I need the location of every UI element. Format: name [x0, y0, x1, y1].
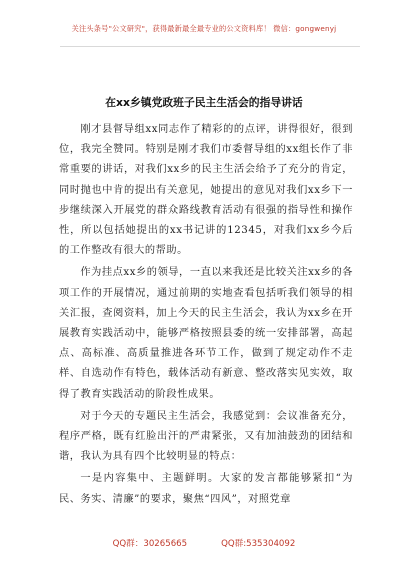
qq-group-right: QQ群:535304092 — [221, 539, 296, 549]
paragraph: 对于今天的专题民主生活会，我感觉到：会议准备充分，程序严格，既有红脸出汗的严肃紧张，又有加油鼓劲的团结和谐，我认为具有四个比较明显的特点： — [59, 410, 353, 463]
header-divider — [60, 46, 360, 47]
top-notice: 关注头条号"公文研究"，获得最新最全最专业的公文资料库！ 微信：gongwenyj — [71, 24, 337, 33]
footer — [0, 537, 408, 549]
paragraph: 刚才县督导组xx同志作了精彩的的点评，讲得很好，很到位，我完全赞同。特别是刚才我们市委督导组的xx组长作了非常重要的讲话，对我们xx乡的民主生活会给予了充分的肯定，同时抛也中肯的提出有关意见，她提出的意见对我们xx乡下一步继续深入开展党的群众路线教育活动有很强的指导性和操作性，所以包括她提出的xx书记讲的12345，对我们xx乡今后的工作整改有很大的帮助。 — [59, 124, 353, 257]
qq-group-left: QQ群：30265665 — [112, 539, 188, 549]
paragraph: 一是内容集中、主题鲜明。大家的发言都能够紧扣“为民、务实、清廉”的要求，聚焦“四风”，对照党章 — [59, 473, 353, 505]
document-title: 在xx乡镇党政班子民主生活会的指导讲话 — [105, 96, 303, 109]
document-body — [59, 120, 353, 510]
paragraph: 作为挂点xx乡的领导，一直以来我还是比较关注xx乡的各项工作的开展情况，通过前期的实地查看包括听我们领导的相关汇报，查阅资料，加上今天的民主生活会，我认为xx乡在开展教育实践活动中，能够严格按照县委的统一安排部署，高起点、高标准、高质量推进各环节工作，做到了规定动作不走样、自选动作有特色，载体活动有新意、整改落实见实效，取得了教育实践活动的阶段性成果。 — [59, 267, 353, 400]
